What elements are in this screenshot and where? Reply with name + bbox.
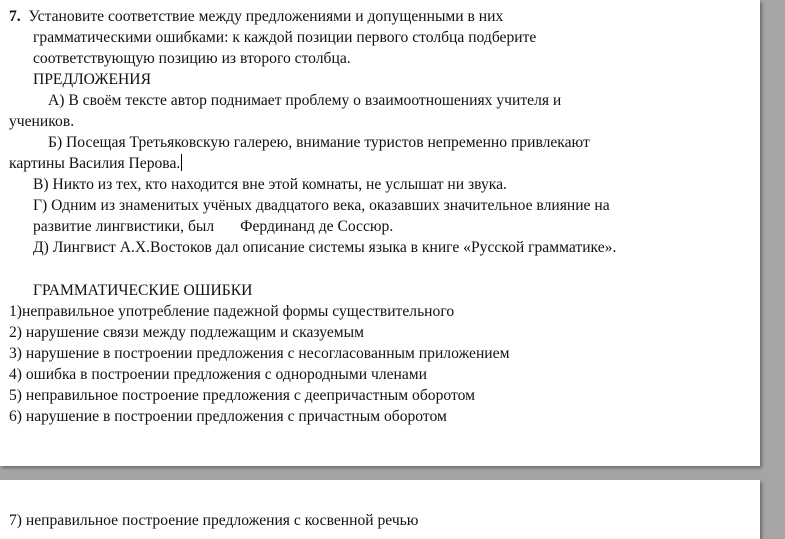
error-item-3: 3) нарушение в построении предложения с несогласованным приложением xyxy=(9,345,510,362)
sentence-b-line-2-text: картины Василия Перова. xyxy=(9,155,181,172)
sentence-g-line-2-part-1: развитие лингвистики, был xyxy=(33,218,215,235)
task-instruction-text-1: Установите соответствие между предложениями и допущенными в них xyxy=(28,8,504,25)
sentence-a-line-1: А) В своём тексте автор поднимает проблему о взаимоотношениях учителя и xyxy=(48,92,562,109)
sentence-b-line-2 xyxy=(9,154,182,174)
sentence-v: В) Никто из тех, кто находится вне этой комнаты, не услышат ни звука. xyxy=(33,176,507,193)
sentence-g-line-1: Г) Одним из знаменитых учёных двадцатого века, оказавших значительное влияние на xyxy=(33,197,610,214)
error-item-4: 4) ошибка в построении предложения с однородными членами xyxy=(9,366,428,383)
error-item-5: 5) неправильное построение предложения с деепричастным оборотом xyxy=(9,387,475,404)
task-instruction-line-1 xyxy=(9,7,503,27)
document-page-next[interactable] xyxy=(0,480,760,539)
sentence-d: Д) Лингвист А.Х.Востоков дал описание системы языка в книге «Русской грамматике». xyxy=(33,239,617,256)
text-cursor xyxy=(181,154,182,171)
sentence-a-line-2: учеников. xyxy=(9,113,75,130)
error-item-7: 7) неправильное построение предложения с косвенной речью xyxy=(9,512,419,529)
sentences-heading: ПРЕДЛОЖЕНИЯ xyxy=(33,71,151,88)
errors-heading: ГРАММАТИЧЕСКИЕ ОШИБКИ xyxy=(33,282,253,299)
sentence-g-line-2-part-2: Фердинанд де Соссюр. xyxy=(240,218,394,235)
error-item-2: 2) нарушение связи между подлежащим и сказуемым xyxy=(9,324,364,341)
task-number: 7. xyxy=(9,8,21,25)
sentence-g-line-2 xyxy=(33,217,393,237)
error-item-1: 1)неправильное употребление падежной формы существительного xyxy=(9,303,455,320)
error-item-6: 6) нарушение в построении предложения с причастным оборотом xyxy=(9,408,447,425)
sentence-b-line-1: Б) Посещая Третьяковскую галерею, внимание туристов непременно привлекают xyxy=(48,134,590,151)
task-instruction-line-2: грамматическими ошибками: к каждой позиции первого столбца подберите xyxy=(33,29,537,46)
task-instruction-line-3: соответствующую позицию из второго столбца. xyxy=(33,50,351,67)
